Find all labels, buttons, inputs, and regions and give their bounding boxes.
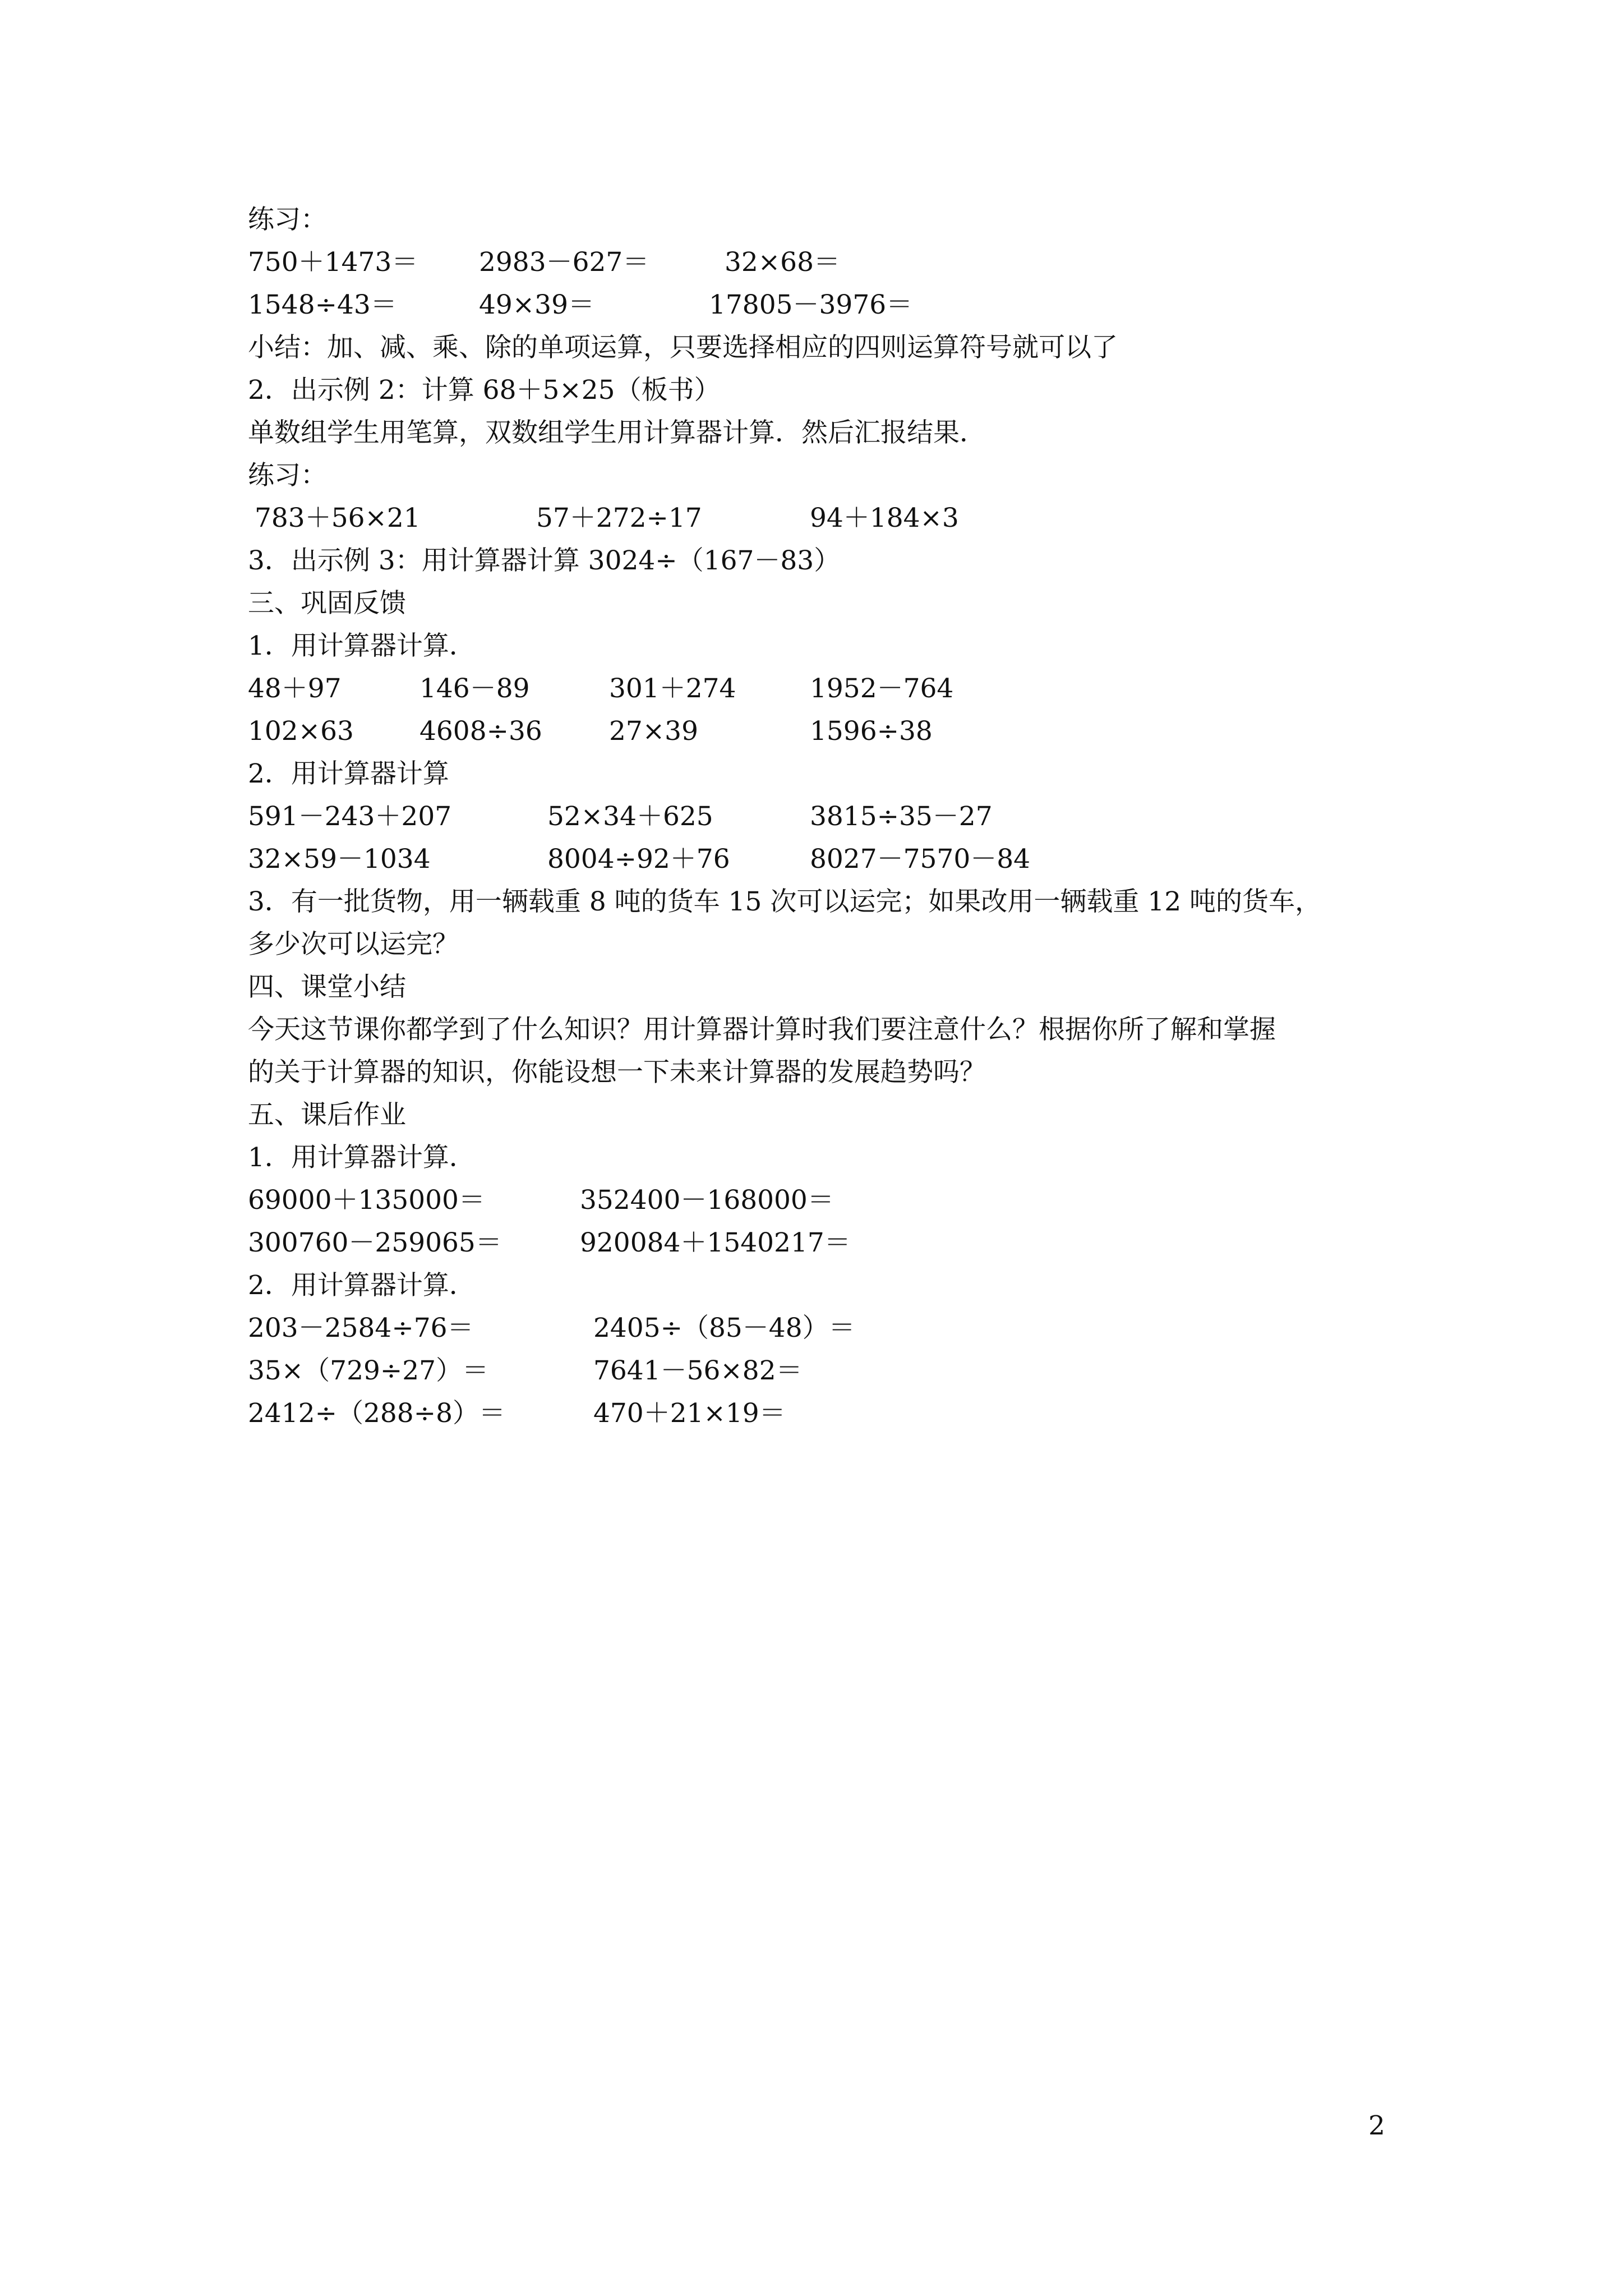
heading-practice-2: 练习：	[248, 460, 327, 491]
expression: 2983－627＝	[479, 247, 649, 278]
section-heading-5: 五、课后作业	[248, 1099, 406, 1130]
expression: 1548÷43＝	[248, 289, 397, 320]
summary-question-line-1: 今天这节课你都学到了什么知识？用计算器计算时我们要注意什么？根据你所了解和掌握	[248, 1014, 1276, 1045]
expression: 57＋272÷17	[536, 503, 702, 533]
expression: 591－243＋207	[248, 801, 452, 832]
word-problem-line-1: 3．有一批货物，用一辆载重 8 吨的货车 15 次可以运完；如果改用一辆载重 12 吨的货车，	[248, 886, 1322, 917]
expression: 203－2584÷76＝	[248, 1313, 474, 1343]
heading-practice-1: 练习：	[248, 204, 327, 235]
task-2-heading: 2．用计算器计算	[248, 758, 449, 789]
expression: 8004÷92＋76	[547, 844, 730, 875]
expression: 2405÷（85－48）＝	[593, 1313, 855, 1343]
expression: 32×59－1034	[248, 844, 431, 875]
expression: 1596÷38	[810, 716, 933, 747]
expression: 920084＋1540217＝	[580, 1227, 851, 1258]
homework-1-heading: 1．用计算器计算．	[248, 1142, 476, 1173]
expression: 470＋21×19＝	[593, 1398, 786, 1429]
expression: 3815÷35－27	[810, 801, 993, 832]
expression: 301＋274	[609, 673, 736, 704]
example-2-line: 2．出示例 2：计算 68＋5×25（板书）	[248, 375, 721, 406]
expression: 94＋184×3	[810, 503, 959, 533]
summary-question-line-2: 的关于计算器的知识，你能设想一下未来计算器的发展趋势吗？	[248, 1057, 986, 1088]
task-1-heading: 1．用计算器计算．	[248, 631, 476, 661]
expression: 69000＋135000＝	[248, 1185, 485, 1216]
expression: 32×68＝	[725, 247, 840, 278]
expression: 102×63	[248, 716, 354, 747]
expression: 146－89	[419, 673, 530, 704]
expression: 17805－3976＝	[709, 289, 913, 320]
expression: 27×39	[609, 716, 698, 747]
word-problem-line-2: 多少次可以运完？	[248, 929, 459, 960]
summary-line: 小结：加、减、乘、除的单项运算，只要选择相应的四则运算符号就可以了	[248, 332, 1118, 363]
expression: 783＋56×21	[255, 503, 421, 533]
expression: 35×（729÷27）＝	[248, 1355, 489, 1386]
expression: 49×39＝	[479, 289, 594, 320]
section-heading-4: 四、课堂小结	[248, 972, 406, 1002]
expression: 48＋97	[248, 673, 342, 704]
instruction-line: 单数组学生用笔算，双数组学生用计算器计算．然后汇报结果．	[248, 417, 986, 448]
section-heading-3: 三、巩固反馈	[248, 588, 406, 619]
example-3-line: 3．出示例 3：用计算器计算 3024÷（167－83）	[248, 545, 841, 576]
expression: 750＋1473＝	[248, 247, 418, 278]
homework-2-heading: 2．用计算器计算．	[248, 1270, 476, 1301]
expression: 352400－168000＝	[580, 1185, 834, 1216]
expression: 2412÷（288÷8）＝	[248, 1398, 505, 1429]
expression: 300760－259065＝	[248, 1227, 502, 1258]
expression: 7641－56×82＝	[593, 1355, 803, 1386]
expression: 8027－7570－84	[810, 844, 1031, 875]
page-number: 2	[1368, 2110, 1385, 2141]
expression: 52×34＋625	[547, 801, 713, 832]
expression: 1952－764	[810, 673, 954, 704]
expression: 4608÷36	[419, 716, 542, 747]
